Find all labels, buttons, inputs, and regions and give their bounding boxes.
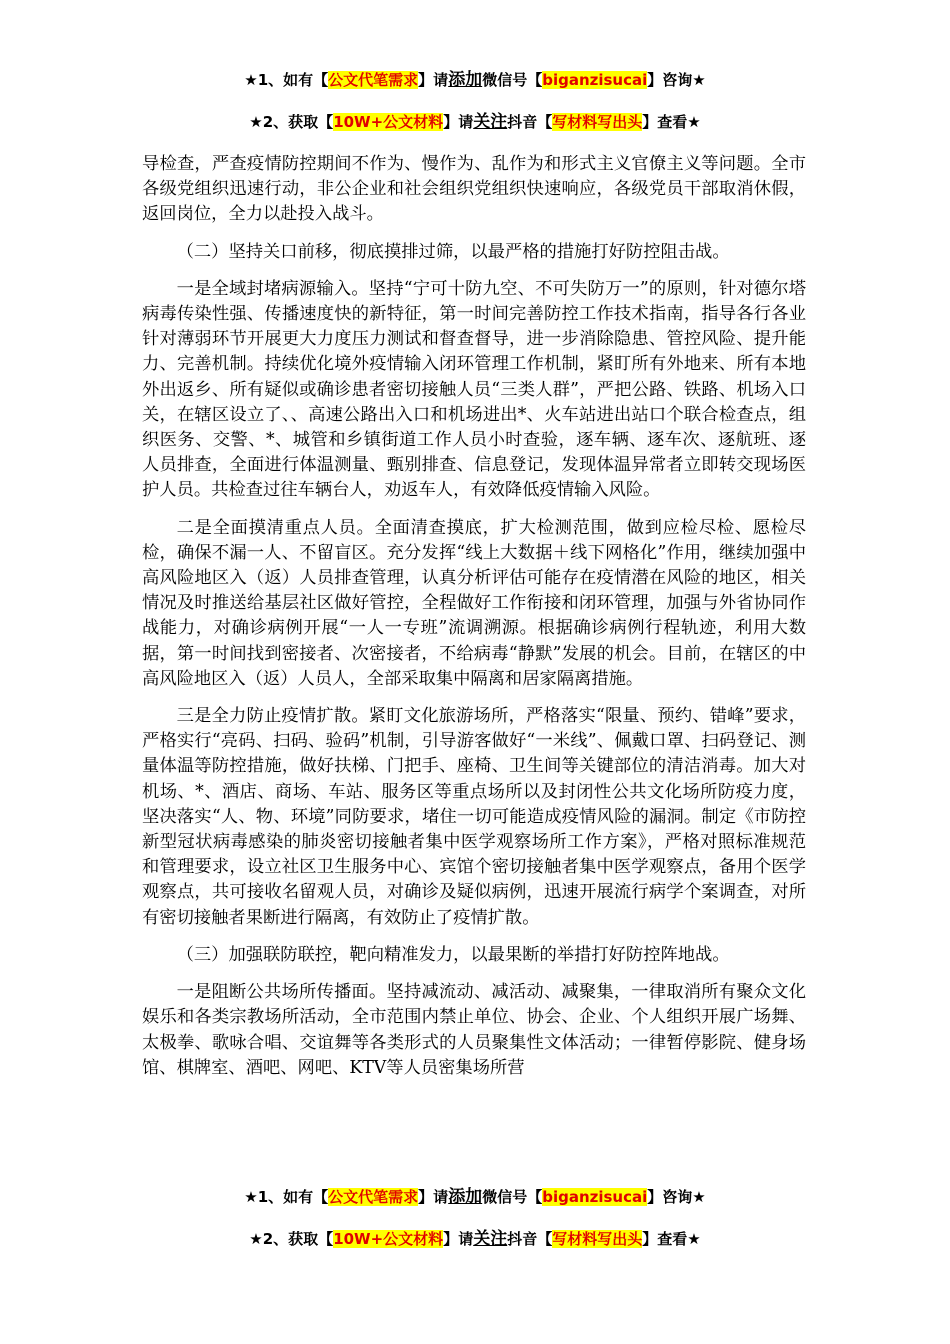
- banner-underline: 关注: [473, 1229, 508, 1249]
- banner-text: 抖音【: [507, 113, 553, 131]
- banner-text: ★2、获取【: [249, 113, 334, 131]
- banner-text: 】请: [443, 1230, 474, 1248]
- banner-underline: 关注: [473, 112, 508, 132]
- bottom-banner-line-2: [0, 1228, 950, 1250]
- banner-highlight: 10W+公文材料: [333, 113, 444, 131]
- banner-text: 】咨询★: [647, 1188, 706, 1206]
- paragraph: 一是全域封堵病源输入。坚持“宁可十防九空、不可失防万一”的原则，针对德尔塔病毒传染性强、传播速度快的新特征，第一时间完善防控工作技术指南，指导各行各业针对薄弱环节开展更大力度压力测试和督查督导，进一步消除隐患、管控风险、提升能力、完善机制。持续优化境外疫情输入闭环管理工作机制，紧盯所有外地来、所有本地外出返乡、所有疑似或确诊患者密切接触人员“三类人群”，严把公路、铁路、机场入口关，在辖区设立了、、高速公路出入口和机场进出*、火车站进出站口个联合检查点，组织医务、交警、*、城管和乡镇街道工作人员小时查验，逐车辆、逐车次、逐航班、逐人员排查，全面进行体温测量、甄别排查、信息登记，发现体温异常者立即转交现场医护人员。共检查过往车辆台人，劝返车人，有效降低疫情输入风险。: [142, 278, 806, 501]
- banner-text: 】咨询★: [647, 71, 706, 89]
- banner-text: 抖音【: [507, 1230, 553, 1248]
- paragraph: 二是全面摸清重点人员。全面清查摸底，扩大检测范围，做到应检尽检、愿检尽检，确保不漏一人、不留盲区。充分发挥“线上大数据＋线下网格化”作用，继续加强中高风险地区入（返）人员排查管理，认真分析评估可能存在疫情潜在风险的地区，相关情况及时推送给基层社区做好管控，全程做好工作衔接和闭环管理，加强与外省协同作战能力，对确诊病例开展“一人一专班”流调溯源。根据确诊病例行程轨迹，利用大数据，第一时间找到密接者、次密接者，不给病毒“静默”发展的机会。目前，在辖区的中高风险地区入（返）人员人，全部采取集中隔离和居家隔离措施。: [142, 517, 806, 689]
- banner-highlight: 写材料写出头: [552, 113, 643, 131]
- section-heading-2: （二）坚持关口前移，彻底摸排过筛，以最严格的措施打好防控阻击战。: [176, 241, 730, 262]
- banner-highlight: 公文代笔需求: [328, 71, 419, 89]
- banner-highlight: 10W+公文材料: [333, 1230, 444, 1248]
- top-banner-line-2: [0, 111, 950, 133]
- banner-text: ★1、如有【: [244, 71, 329, 89]
- top-banner-line-1: [0, 69, 950, 91]
- banner-highlight: biganzisucai: [542, 71, 648, 89]
- banner-highlight: 写材料写出头: [552, 1230, 643, 1248]
- paragraph: 三是全力防止疫情扩散。紧盯文化旅游场所，严格落实“限量、预约、错峰”要求，严格实行“亮码、扫码、验码”机制，引导游客做好“一米线”、佩戴口罩、扫码登记、测量体温等防控措施，做好扶梯、门把手、座椅、卫生间等关键部位的清洁消毒。加大对机场、*、酒店、商场、车站、服务区等重点场所以及封闭性公共文化场所防疫力度，坚决落实“人、物、环境”同防要求，堵住一切可能造成疫情风险的漏洞。制定《市防控新型冠状病毒感染的肺炎密切接触者集中医学观察场所工作方案》，严格对照标准规范和管理要求，设立社区卫生服务中心、宾馆个密切接触者集中医学观察点，备用个医学观察点，共可接收名留观人员，对确诊及疑似病例，迅速开展流行病学个案调查，对所有密切接触者果断进行隔离，有效防止了疫情扩散。: [142, 706, 806, 928]
- banner-text: ★2、获取【: [249, 1230, 334, 1248]
- banner-underline: 添加: [448, 1187, 483, 1207]
- banner-highlight: biganzisucai: [542, 1188, 648, 1206]
- bottom-banner-line-1: [0, 1186, 950, 1208]
- banner-text: 】请: [443, 113, 474, 131]
- paragraph: 一是阻断公共场所传播面。坚持减流动、减活动、减聚集，一律取消所有聚众文化娱乐和各类宗教场所活动，全市范围内禁止单位、协会、企业、个人组织开展广场舞、太极拳、歌咏合唱、交谊舞等各类形式的人员聚集性文体活动；一律暂停影院、健身场馆、棋牌室、酒吧、网吧、KTV等人员密集场所营: [142, 982, 806, 1078]
- banner-highlight: 公文代笔需求: [328, 1188, 419, 1206]
- banner-text: ★1、如有【: [244, 1188, 329, 1206]
- document-body: [142, 152, 806, 1093]
- banner-text: 微信号【: [482, 71, 543, 89]
- banner-underline: 添加: [448, 70, 483, 90]
- banner-text: 】查看★: [642, 1230, 701, 1248]
- paragraph-continuation: 导检查，严查疫情防控期间不作为、慢作为、乱作为和形式主义官僚主义等问题。全市各级党组织迅速行动，非公企业和社会组织党组织快速响应，各级党员干部取消休假，返回岗位，全力以赴投入战斗。: [142, 154, 806, 225]
- banner-text: 微信号【: [482, 1188, 543, 1206]
- banner-text: 】请: [418, 71, 449, 89]
- banner-text: 】查看★: [642, 113, 701, 131]
- banner-text: 】请: [418, 1188, 449, 1206]
- section-heading-3: （三）加强联防联控，靶向精准发力，以最果断的举措打好防控阵地战。: [176, 944, 730, 965]
